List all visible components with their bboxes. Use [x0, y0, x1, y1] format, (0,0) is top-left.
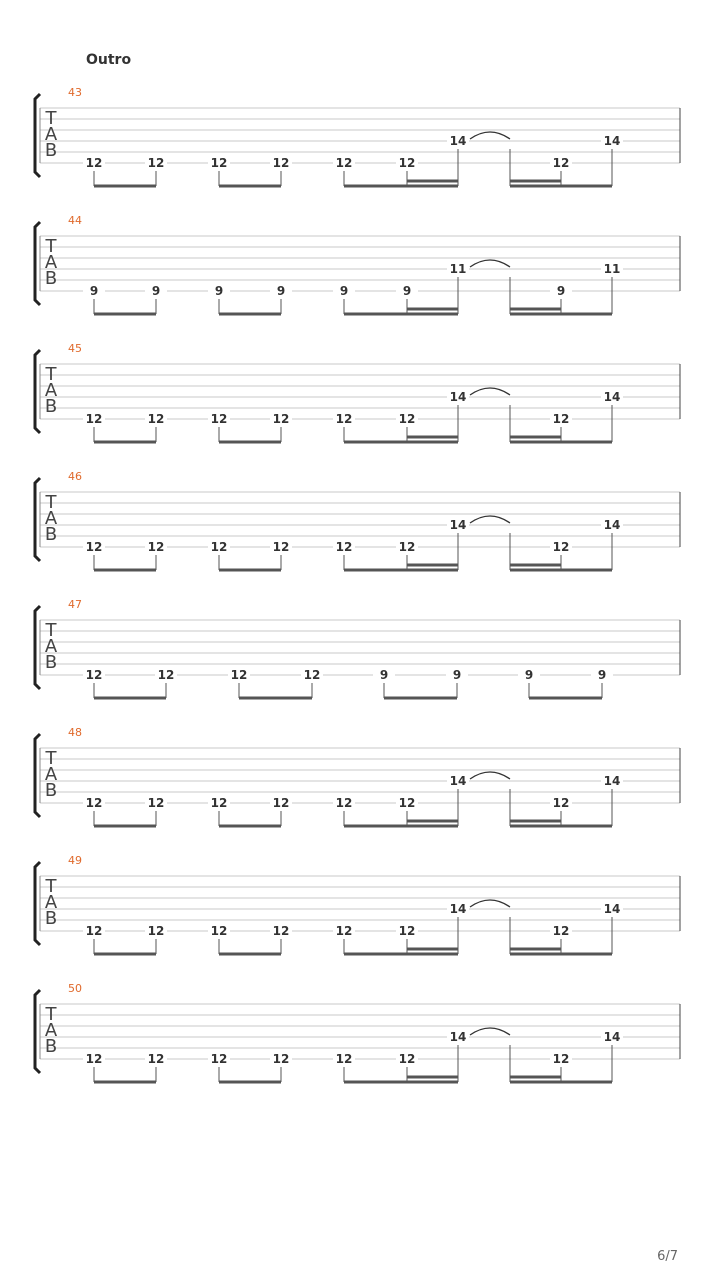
system-bracket — [35, 478, 40, 561]
fret-number: 14 — [603, 902, 621, 916]
tab-clef-t: T — [45, 108, 57, 129]
fret-number: 14 — [449, 134, 467, 148]
fret-number: 12 — [272, 1052, 290, 1066]
fret-number: 14 — [449, 902, 467, 916]
fret-number: 12 — [552, 796, 570, 810]
tab-clef-t: T — [45, 620, 57, 641]
fret-number: 14 — [603, 774, 621, 788]
fret-number: 12 — [85, 1052, 103, 1066]
fret-number: 12 — [230, 668, 248, 682]
fret-number: 12 — [552, 540, 570, 554]
slur-arc — [470, 132, 510, 139]
fret-number: 12 — [552, 1052, 570, 1066]
tab-clef-b: B — [44, 780, 58, 801]
fret-number: 12 — [303, 668, 321, 682]
fret-number: 12 — [147, 1052, 165, 1066]
fret-number: 12 — [398, 156, 416, 170]
tab-clef-a: A — [44, 380, 58, 401]
slur-arc — [470, 260, 510, 267]
fret-number: 9 — [597, 668, 607, 682]
fret-number: 12 — [552, 924, 570, 938]
tab-clef-t: T — [45, 876, 57, 897]
fret-number: 12 — [335, 1052, 353, 1066]
fret-number: 14 — [449, 774, 467, 788]
tab-clef-t: T — [45, 236, 57, 257]
fret-number: 12 — [335, 924, 353, 938]
fret-number: 9 — [339, 284, 349, 298]
system-bracket — [35, 350, 40, 433]
fret-number: 12 — [157, 668, 175, 682]
tab-system — [35, 854, 680, 954]
fret-number: 12 — [210, 412, 228, 426]
system-bracket — [35, 94, 40, 177]
fret-number: 12 — [398, 540, 416, 554]
fret-number: 12 — [210, 156, 228, 170]
fret-number: 9 — [524, 668, 534, 682]
fret-number: 9 — [402, 284, 412, 298]
fret-number: 14 — [603, 1030, 621, 1044]
fret-number: 12 — [85, 924, 103, 938]
tab-clef-t: T — [45, 1004, 57, 1025]
fret-number: 12 — [85, 540, 103, 554]
fret-number: 12 — [335, 412, 353, 426]
fret-number: 12 — [147, 540, 165, 554]
fret-number: 12 — [272, 156, 290, 170]
fret-number: 9 — [151, 284, 161, 298]
fret-number: 12 — [335, 796, 353, 810]
tab-clef-b: B — [44, 396, 58, 417]
fret-number: 12 — [210, 1052, 228, 1066]
tab-clef-b: B — [44, 268, 58, 289]
fret-number: 12 — [210, 924, 228, 938]
measure-number: 45 — [68, 342, 82, 355]
fret-number: 12 — [147, 412, 165, 426]
fret-number: 12 — [552, 412, 570, 426]
tab-clef-a: A — [44, 508, 58, 529]
fret-number: 14 — [449, 390, 467, 404]
fret-number: 12 — [398, 924, 416, 938]
system-bracket — [35, 606, 40, 689]
tab-clef-a: A — [44, 636, 58, 657]
measure-number: 44 — [68, 214, 82, 227]
fret-number: 9 — [556, 284, 566, 298]
slur-arc — [470, 516, 510, 523]
measure-number: 43 — [68, 86, 82, 99]
fret-number: 12 — [147, 796, 165, 810]
fret-number: 9 — [89, 284, 99, 298]
tab-clef-b: B — [44, 908, 58, 929]
tab-clef-a: A — [44, 892, 58, 913]
system-bracket — [35, 222, 40, 305]
measure-number: 50 — [68, 982, 82, 995]
fret-number: 14 — [603, 134, 621, 148]
tab-clef-b: B — [44, 1036, 58, 1057]
tab-system — [35, 470, 680, 570]
tab-clef-a: A — [44, 1020, 58, 1041]
system-bracket — [35, 734, 40, 817]
system-bracket — [35, 990, 40, 1073]
tab-system — [35, 342, 680, 442]
fret-number: 12 — [85, 156, 103, 170]
fret-number: 12 — [398, 1052, 416, 1066]
fret-number: 9 — [214, 284, 224, 298]
fret-number: 11 — [449, 262, 467, 276]
measure-number: 47 — [68, 598, 82, 611]
measure-number: 46 — [68, 470, 82, 483]
fret-number: 14 — [603, 518, 621, 532]
fret-number: 12 — [210, 540, 228, 554]
measure-number: 48 — [68, 726, 82, 739]
fret-number: 12 — [272, 540, 290, 554]
tab-system — [35, 214, 680, 314]
page-number: 6/7 — [657, 1249, 678, 1264]
fret-number: 11 — [603, 262, 621, 276]
measure-number: 49 — [68, 854, 82, 867]
slur-arc — [470, 900, 510, 907]
slur-arc — [470, 772, 510, 779]
fret-number: 12 — [552, 156, 570, 170]
fret-number: 12 — [335, 540, 353, 554]
tab-clef-a: A — [44, 764, 58, 785]
tab-system — [35, 726, 680, 826]
tab-clef-b: B — [44, 524, 58, 545]
tab-clef-t: T — [45, 364, 57, 385]
fret-number: 14 — [449, 518, 467, 532]
fret-number: 9 — [452, 668, 462, 682]
fret-number: 12 — [335, 156, 353, 170]
slur-arc — [470, 388, 510, 395]
fret-number: 9 — [379, 668, 389, 682]
tab-clef-a: A — [44, 252, 58, 273]
fret-number: 12 — [398, 412, 416, 426]
section-title: Outro — [86, 52, 132, 68]
fret-number: 12 — [147, 924, 165, 938]
tab-clef-b: B — [44, 652, 58, 673]
fret-number: 12 — [85, 668, 103, 682]
fret-number: 12 — [272, 796, 290, 810]
tab-system — [35, 982, 680, 1082]
tab-clef-t: T — [45, 492, 57, 513]
fret-number: 12 — [85, 796, 103, 810]
tab-clef-a: A — [44, 124, 58, 145]
fret-number: 12 — [85, 412, 103, 426]
fret-number: 12 — [272, 924, 290, 938]
fret-number: 14 — [449, 1030, 467, 1044]
tab-clef-t: T — [45, 748, 57, 769]
slur-arc — [470, 1028, 510, 1035]
tab-clef-b: B — [44, 140, 58, 161]
fret-number: 12 — [147, 156, 165, 170]
fret-number: 12 — [398, 796, 416, 810]
system-bracket — [35, 862, 40, 945]
fret-number: 9 — [276, 284, 286, 298]
fret-number: 12 — [272, 412, 290, 426]
fret-number: 14 — [603, 390, 621, 404]
tab-system — [35, 598, 680, 698]
tab-system — [35, 86, 680, 186]
fret-number: 12 — [210, 796, 228, 810]
